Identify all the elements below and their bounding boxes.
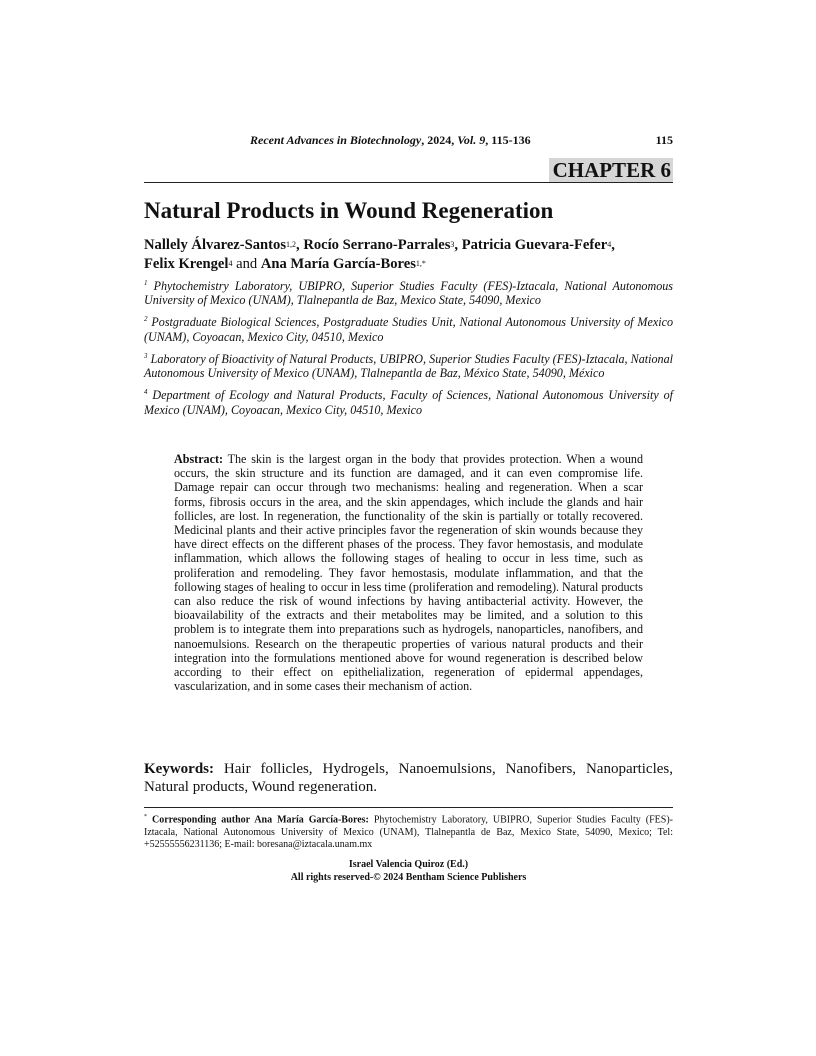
abstract-text: The skin is the largest organ in the body that provides protection. When a wound occurs, the skin structure and its function are damaged, and it can even compromise life. Damage repair can occur through two mechanisms: healing and regeneration. When a scar forms, fibrosis occurs in the area, and the skin appendages, which include the glands and hair follicles, are lost. In regeneration, the functionality of the skin is partially or totally recovered. Medicinal plants and their active principles favor the regeneration of skin wounds because they have direct effects on the different phases of the process. They favor hemostasis, and modulate inflammation, which allows the following stages of healing to occur in less time, such as proliferation and remodeling. They favor hemostasis, modulate inflammation, and that the following stages of healing to occur in less time (proliferation and remodeling). Natural products can also reduce the risk of wound infections by having antibacterial activity. However, the bioavailability of the extracts and their metabolites may be limited, and a solution to this problem is to integrate them into preparations such as hydrogels, nanoparticles, nanofibers, and nanoemulsions. Research on the therapeutic properties of various natural products and their integration into the formulations mentioned above for wound regeneration is described below according to their effect on epithelialization, regeneration of epidermal appendages, vascularization, and in some cases their mechanism of action.: [174, 452, 643, 694]
header-rule: [144, 182, 673, 183]
affiliation-mark: 4: [144, 388, 148, 397]
page-number: 115: [655, 133, 673, 147]
affiliation-text: Department of Ecology and Natural Products, Faculty of Sciences, National Autonomous University of Mexico (UNAM), Coyoacan, Mexico City, 04510, Mexico: [144, 388, 673, 417]
publisher-block: [144, 858, 673, 884]
footnote-rule: [144, 807, 673, 808]
author-name: Nallely Álvarez-Santos: [144, 237, 287, 253]
affiliation-text: Laboratory of Bioactivity of Natural Products, UBIPRO, Superior Studies Faculty (FES)-Iztacala, National Autonomous University of Mexico (UNAM), Tlalnepantla de Baz, México State, 54090, México: [144, 351, 673, 381]
footnote-text: Phytochemistry Laboratory, UBIPRO, Superior Studies Faculty (FES)-Iztacala, National Autonomous University of Mexico (UNAM), Tlalnepantla de Baz, Mexico State, 54090, Mexico; Tel: +52555556231136; E-mail: boresana@iztacala.unam.mx: [144, 814, 673, 851]
editor-line: Israel Valencia Quiroz (Ed.): [348, 859, 469, 870]
journal-year: , 2024,: [421, 133, 458, 147]
affiliation-mark: 2: [144, 315, 148, 324]
footnote-mark: *: [144, 814, 147, 820]
author-affil-mark: 3: [450, 240, 455, 249]
journal-name: Recent Advances in Biotechnology: [250, 133, 422, 147]
author-name: Felix Krengel: [144, 256, 229, 272]
author-name: Ana María García-Bores: [260, 256, 416, 272]
rights-line: All rights reserved-© 2024 Bentham Science Publishers: [290, 872, 527, 883]
affiliation-text: Postgraduate Biological Sciences, Postgraduate Studies Unit, National Autonomous University of Mexico (UNAM), Coyoacan, Mexico City, 04510, Mexico: [144, 315, 673, 344]
author-separator: ,: [296, 237, 304, 253]
footnote-label: Corresponding author Ana María García-Bores:: [151, 814, 369, 826]
author-affil-mark: 1,2: [286, 240, 297, 249]
affiliation-text: Phytochemistry Laboratory, UBIPRO, Superior Studies Faculty (FES)-Iztacala, National Autonomous University of Mexico (UNAM), Tlalnepantla de Baz, Mexico State, 54090, Mexico: [144, 279, 673, 308]
author-list: [144, 236, 673, 274]
author-name: Patricia Guevara-Fefer: [461, 237, 608, 253]
affiliation: [144, 349, 673, 380]
corresponding-author-footnote: [144, 811, 673, 852]
affiliation: [144, 312, 673, 343]
chapter-label: CHAPTER 6: [549, 158, 673, 183]
abstract-label: Abstract:: [174, 452, 224, 466]
keywords: [144, 760, 673, 796]
keywords-text: Hair follicles, Hydrogels, Nanoemulsions, Nanofibers, Nanoparticles, Natural products, Wound regeneration.: [144, 761, 673, 795]
abstract: [174, 452, 643, 693]
article-title: Natural Products in Wound Regeneration: [144, 198, 554, 223]
journal-pages: , 115-136: [485, 133, 531, 147]
keywords-label: Keywords:: [144, 761, 214, 777]
affiliation-mark: 3: [144, 351, 148, 360]
author-affil-mark: 4: [607, 240, 612, 249]
journal-citation: [250, 133, 531, 148]
affiliation-mark: 1: [144, 279, 148, 287]
author-separator: ,: [611, 237, 615, 253]
author-affil-mark: 1,*: [415, 259, 426, 268]
affiliation: [144, 276, 673, 307]
running-head: [144, 133, 673, 149]
affiliation-list: [144, 276, 673, 422]
author-separator: and: [232, 256, 261, 272]
author-affil-mark: 4: [228, 259, 233, 268]
author-separator: ,: [454, 237, 462, 253]
journal-volume: Vol. 9: [457, 133, 486, 147]
affiliation: [144, 385, 673, 416]
author-name: Rocío Serrano-Parrales: [303, 237, 451, 253]
